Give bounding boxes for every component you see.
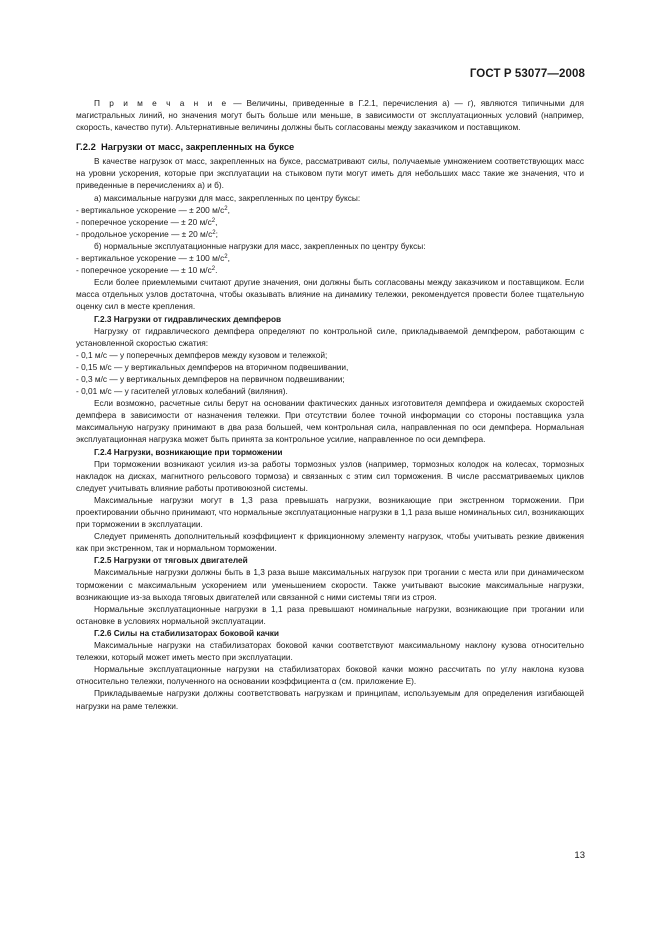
section-heading-g24: Г.2.4 Нагрузки, возникающие при торможении xyxy=(94,446,283,457)
list-item xyxy=(76,228,584,240)
page-content xyxy=(76,97,584,712)
punctuation: ; xyxy=(215,228,218,239)
page-number: 13 xyxy=(574,850,585,861)
section-heading-g23: Г.2.3 Нагрузки от гидравлических демпферов xyxy=(94,313,282,324)
paragraph: В качестве нагрузок от масс, закрепленных на буксе, рассматривают силы, получаемые умножением соответствующих масс на уровни ускорения, которые при эксплуатации на стыковом пути могут иметь для небольших масс такие же значения, что и приведенные в перечислениях а) и б). xyxy=(76,156,584,191)
section-title: Нагрузки от масс, закрепленных на буксе xyxy=(101,141,295,153)
paragraph: Прикладываемые нагрузки должны соответствовать нагрузкам и принципам, используемым для определения изгибающей нагрузки на раме тележки. xyxy=(76,688,584,711)
list-heading: а) максимальные нагрузки для масс, закрепленных по центру буксы: xyxy=(94,192,361,203)
list-item-text: - поперечное ускорение — ± 20 м/с xyxy=(76,216,212,227)
paragraph: Максимальные нагрузки могут в 1,3 раза превышать нагрузки, возникающие при экстренном торможении. При проектировании обычно принимают, что нормальные эксплуатационные нагрузки в 1,1 раза выше номинальных сил, возникающих при торможении в эксплуатации. xyxy=(76,494,584,530)
list-item-text: - вертикальное ускорение — ± 100 м/с xyxy=(76,253,225,264)
list-item: - 0,01 м/с — у гасителей угловых колебаний (виляния). xyxy=(76,386,288,397)
list-item-text: - вертикальное ускорение — ± 200 м/с xyxy=(76,204,225,215)
paragraph: Нормальные эксплуатационные нагрузки в 1,1 раза превышают номинальные нагрузки, возникающие при трогании или остановке в условиях нормальной эксплуатации. xyxy=(76,603,584,626)
note-label: П р и м е ч а н и е xyxy=(94,98,229,108)
list-item-text: - поперечное ускорение — ± 10 м/с xyxy=(76,265,212,276)
document-code-header: ГОСТ Р 53077—2008 xyxy=(469,68,585,80)
section-heading-g25: Г.2.5 Нагрузки от тяговых двигателей xyxy=(94,555,248,566)
paragraph: Если более приемлемыми считают другие значения, они должны быть согласованы между заказчиком и поставщиком. Если масса отдельных узлов достаточна, чтобы оказывать влияние на динамику тележки, рекомендуется провести более тщательную оценку сил в месте крепления. xyxy=(76,277,584,312)
superscript: 2 xyxy=(211,266,216,273)
section-heading-g22 xyxy=(76,140,584,154)
paragraph: Если возможно, расчетные силы берут на основании фактических данных изготовителя демпфера и ожидаемых скоростей демпфера в зависимости от назначения тележки. При отсутствии более точной информации со стороны поставщика узла максимальную нагрузку принимают в два раза большей, чем контрольная сила, направленная по оси демпфера. Нормальная эксплуатационная нагрузка может быть принята за контрольное усилие, направленное по оси демпфера. xyxy=(76,398,584,445)
superscript: 2 xyxy=(224,254,228,261)
list-item xyxy=(76,204,584,216)
punctuation: , xyxy=(227,253,230,264)
paragraph: Следует применять дополнительный коэффициент к фрикционному элементу нагрузок, чтобы учитывать резкие движения как при экстренном, так и нормальном торможении. xyxy=(76,531,584,554)
paragraph: Максимальные нагрузки на стабилизаторах боковой качки соответствуют максимальному наклону кузова относительно тележки, который может иметь место при эксплуатации. xyxy=(76,640,584,663)
note-paragraph xyxy=(76,97,584,133)
list-item-text: - продольное ускорение — ± 20 м/с xyxy=(76,228,213,239)
list-item: - 0,3 м/с — у вертикальных демпферов на первичном подвешивании; xyxy=(76,373,345,384)
list-item: - 0,1 м/с — у поперечных демпферов между кузовом и тележкой; xyxy=(76,349,328,360)
punctuation: , xyxy=(215,216,218,227)
list-item: - 0,15 м/с — у вертикальных демпферов на вторичном подвешивании, xyxy=(76,361,349,372)
punctuation: , xyxy=(227,204,230,215)
paragraph: Максимальные нагрузки должны быть в 1,3 раза выше максимальных нагрузок при трогании с места или при динамическом торможении с максимальным ускорением или уменьшением скорости. Также учитывают высокие максимальные нагрузки, возникающие из-за выхода тяговых двигателей или связанной с ними системы тяги из строя. xyxy=(76,567,584,602)
paragraph: При торможении возникают усилия из-за работы тормозных узлов (например, тормозных колодок на колесах, тормозных накладок на дисках, магнитного рельсового тормоза) и связанных с этим сил торможения. В числе рассматриваемых циклов следует учитывать влияние работы противоюзной системы. xyxy=(76,458,584,493)
list-item xyxy=(76,216,584,228)
superscript: 2 xyxy=(224,205,228,212)
list-heading: б) нормальные эксплуатационные нагрузки для масс, закрепленных по центру буксы: xyxy=(94,240,426,251)
list-item xyxy=(76,264,584,276)
paragraph: Нагрузку от гидравлического демпфера определяют по контрольной силе, прикладываемой демпфером, работающим с установленной скоростью сжатия: xyxy=(76,325,584,348)
section-heading-g26: Г.2.6 Силы на стабилизаторах боковой качки xyxy=(94,627,280,638)
superscript: 2 xyxy=(211,217,216,224)
punctuation: . xyxy=(215,265,218,276)
paragraph: Нормальные эксплуатационные нагрузки на стабилизаторах боковой качки можно рассчитать по углу наклона кузова относительно тележки, полученного на основании коэффициента α (см. приложение Е). xyxy=(76,664,584,687)
note-text: — Величины, приведенные в Г.2.1, перечисления а) — г), являются типичными для магистральных линий, но значения могут быть больше или меньше, в зависимости от эксплуатационных условий (например, скорость, качество пути). Альтернативные величины должны быть согласованы между заказчиком и поставщиком. xyxy=(76,98,584,133)
section-number: Г.2.2 xyxy=(76,141,96,153)
superscript: 2 xyxy=(212,229,216,236)
list-item xyxy=(76,252,584,264)
